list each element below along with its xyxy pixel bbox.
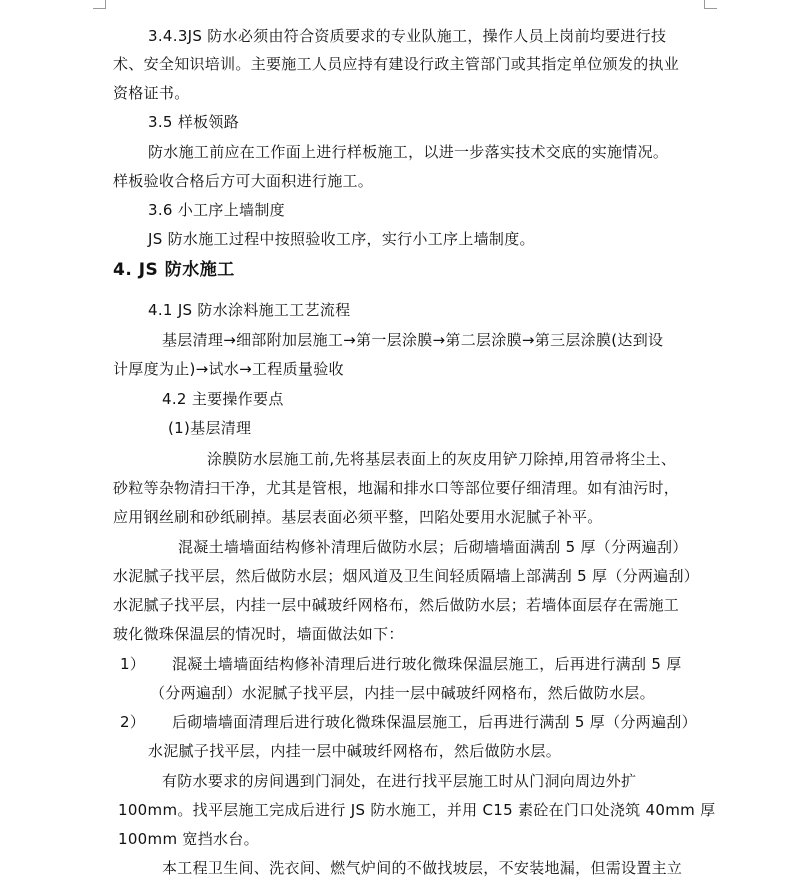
list-item-line: （分两遍刮）水泥腻子找平层，内挂一层中碱玻纤网格布，然后做防水层。 (150, 684, 655, 702)
section-heading: 3.5 样板领路 (148, 113, 240, 131)
page-corner-mark-right (704, 0, 717, 9)
subsection-heading: (1)基层清理 (168, 419, 252, 437)
paragraph-line: 有防水要求的房间遇到门洞处，在进行找平层施工时从门洞向周边外扩 (162, 772, 637, 790)
paragraph-line: 水泥腻子找平层，然后做防水层；烟风道及卫生间轻质隔墙上部满刮 5 厚（分两遍刮） (113, 567, 700, 585)
paragraph-line: 防水施工前应在工作面上进行样板施工，以进一步落实技术交底的实施情况。 (148, 143, 669, 161)
section-heading: 4.1 JS 防水涂料施工工艺流程 (148, 301, 351, 319)
process-flow-line: 计厚度为止)→试水→工程质量验收 (113, 360, 344, 378)
list-item-line: 水泥腻子找平层，内挂一层中碱玻纤网格布，然后做防水层。 (148, 742, 562, 760)
list-item-line: 混凝土墙墙面结构修补清理后进行玻化微珠保温层施工，后再进行满刮 5 厚 (172, 655, 682, 673)
paragraph-line: 术、安全知识培训。主要施工人员应持有建设行政主管部门或其指定单位颁发的执业 (113, 55, 680, 73)
section-heading: 4.2 主要操作要点 (162, 390, 284, 408)
page-corner-mark-left (93, 0, 106, 9)
paragraph-line: 混凝土墙墙面结构修补清理后做防水层；后砌墙墙面满刮 5 厚（分两遍刮） (178, 538, 688, 556)
paragraph-line: 玻化微珠保温层的情况时，墙面做法如下： (113, 625, 404, 643)
chapter-heading: 4. JS 防水施工 (113, 260, 235, 280)
paragraph-line: 100mm。找平层施工完成后进行 JS 防水施工，并用 C15 素砼在门口处浇筑 40mm 厚 (118, 801, 716, 819)
paragraph-line: 本工程卫生间、洗衣间、燃气炉间的不做找坡层，不安装地漏，但需设置主立 (162, 859, 683, 877)
paragraph-line: 3.4.3JS 防水必须由符合资质要求的专业队施工，操作人员上岗前均要进行技 (148, 27, 667, 45)
list-marker: 2） (120, 713, 146, 731)
paragraph-line: 涂膜防水层施工前,先将基层表面上的灰皮用铲刀除掉,用笤帚将尘土、 (207, 450, 677, 468)
paragraph-line: 100mm 宽挡水台。 (118, 830, 259, 848)
paragraph-line: 样板验收合格后方可大面积进行施工。 (113, 172, 374, 190)
list-marker: 1） (120, 655, 146, 673)
list-item-line: 后砌墙墙面清理后进行玻化微珠保温层施工，后再进行满刮 5 厚（分两遍刮） (172, 713, 697, 731)
paragraph-line: 砂粒等杂物清扫干净，尤其是管根，地漏和排水口等部位要仔细清理。如有油污时， (113, 479, 680, 497)
paragraph-line: 资格证书。 (113, 84, 190, 102)
paragraph-line: 水泥腻子找平层，内挂一层中碱玻纤网格布，然后做防水层；若墙体面层存在需施工 (113, 596, 680, 614)
paragraph-line: 应用钢丝刷和砂纸刷掉。基层表面必须平整，凹陷处要用水泥腻子补平。 (113, 508, 603, 526)
section-heading: 3.6 小工序上墙制度 (148, 201, 285, 219)
process-flow-line: 基层清理→细部附加层施工→第一层涂膜→第二层涂膜→第三层涂膜(达到设 (162, 331, 664, 349)
paragraph-line: JS 防水施工过程中按照验收工序，实行小工序上墙制度。 (148, 230, 535, 248)
